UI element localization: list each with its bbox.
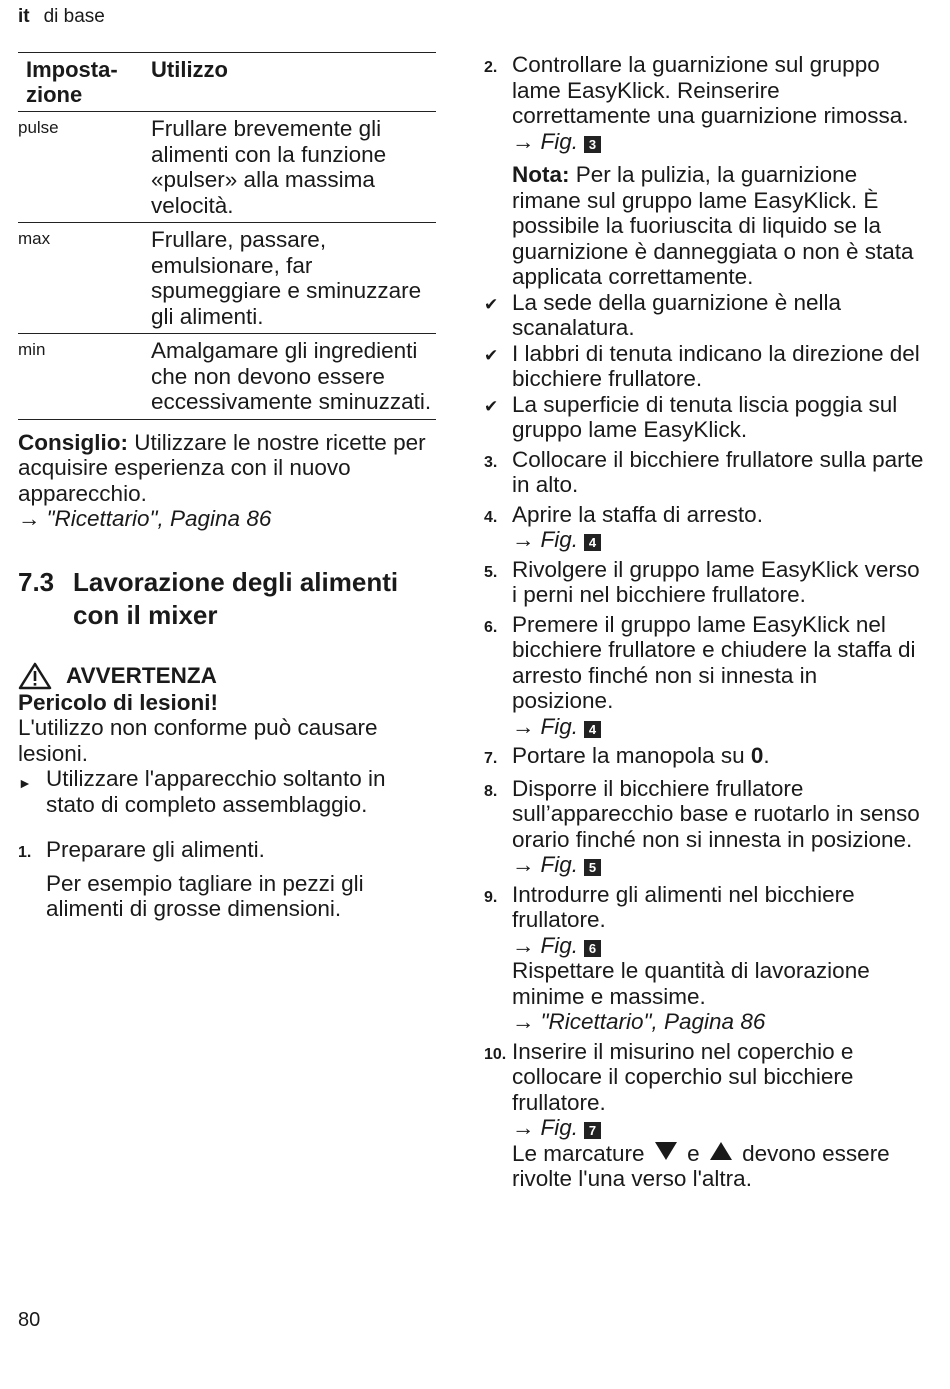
step-number: 6. (484, 618, 498, 636)
section-number: 7.3 (18, 566, 55, 597)
table-row (18, 223, 436, 334)
page-number: 80 (18, 1309, 41, 1331)
step-number: 9. (484, 888, 498, 906)
step-number: 2. (484, 59, 498, 76)
step-item (484, 557, 924, 608)
arrow-right-icon: → (512, 1009, 535, 1034)
step-item (484, 882, 924, 1035)
warning-bullet (18, 766, 436, 817)
tip-label: Consiglio: (18, 429, 128, 455)
step-item (484, 502, 924, 553)
step-extra: Rispettare le quantità di lavorazione minime e massime. (512, 958, 870, 1009)
step-number: 4. (484, 508, 498, 526)
warning-box (18, 662, 436, 818)
figure-label: Fig. (540, 527, 579, 552)
bullet-triangle-icon: ► (18, 775, 32, 791)
checkmark-icon: ✔ (484, 294, 499, 314)
step-number: 5. (484, 563, 498, 581)
warning-subtitle: Pericolo di lesioni! (18, 689, 219, 715)
step-number: 7. (484, 750, 498, 767)
checkmark-icon: ✔ (484, 396, 499, 416)
arrow-right-icon: → (512, 932, 535, 958)
warning-triangle-icon (18, 662, 52, 690)
step-extra: Per esempio tagliare in pezzi gli alimenti di grosse dimensioni. (46, 870, 364, 921)
step-text: Preparare gli alimenti. (46, 837, 265, 862)
right-column (484, 52, 924, 1192)
figure-label: Fig. (540, 932, 579, 958)
step-text: Portare la manopola su (512, 743, 751, 768)
step-text-end: . (763, 743, 770, 768)
step-item (18, 837, 436, 922)
setting-usage: Amalgamare gli ingredienti che non devono essere eccessivamente sminuzzati. (151, 338, 432, 414)
language-code: it (18, 6, 30, 27)
setting-usage: Frullare brevemente gli alimenti con la funzione «pulser» alla massima velocità. (151, 116, 387, 218)
step-text: Rivolgere il gruppo lame EasyKlick verso i perni nel bicchiere frullatore. (512, 556, 920, 607)
triangle-up-icon (710, 1142, 732, 1160)
setting-key: max (18, 229, 51, 248)
recipe-reference-text: "Ricettario", Pagina 86 (540, 1009, 766, 1034)
column-header-setting: Imposta- zione (26, 57, 118, 107)
figure-reference[interactable] (512, 1115, 924, 1141)
warning-bullet-text: Utilizzare l'apparecchio soltanto in stato di completo assemblaggio. (46, 766, 386, 817)
step-number: 3. (484, 453, 498, 471)
column-header-usage: Utilizzo (151, 57, 228, 82)
marking-text-2: e (680, 1140, 706, 1166)
warning-title (18, 662, 436, 690)
figure-reference[interactable] (512, 714, 924, 740)
marking-text-3: devono essere rivolte l'una verso l'altra. (512, 1140, 890, 1191)
figure-label: Fig. (540, 852, 579, 877)
step-item (484, 52, 924, 290)
figure-reference[interactable] (512, 527, 763, 553)
checkmark-icon: ✔ (484, 345, 499, 365)
arrow-right-icon: → (512, 1115, 535, 1140)
note-text: Per la pulizia, la guarnizione rimane sul gruppo lame EasyKlick. È possibile la fuoriuscita di liquido se la guarnizione è danneggiata o non è stata applicata correttamente. (512, 162, 914, 289)
figure-number-badge: 6 (584, 940, 601, 957)
step-text: Premere il gruppo lame EasyKlick nel bicchiere frullatore e chiudere la staffa di arresto finché non si innesta in posizione. (512, 611, 916, 713)
figure-reference[interactable] (512, 933, 924, 959)
setting-usage: Frullare, passare, emulsionare, far spumeggiare e sminuzzare gli alimenti. (151, 227, 422, 329)
step-item (484, 776, 924, 878)
table-row (18, 334, 436, 420)
figure-label: Fig. (540, 1115, 579, 1140)
figure-number-badge: 7 (584, 1122, 601, 1139)
step-text: Inserire il misurino nel coperchio e collocare il coperchio sul bicchiere frullatore. (512, 1038, 854, 1115)
check-text: La superficie di tenuta liscia poggia sul gruppo lame EasyKlick. (512, 391, 898, 442)
warning-label: AVVERTENZA (66, 662, 217, 688)
figure-number-badge: 3 (584, 136, 601, 153)
check-text: I labbri di tenuta indicano la direzione del bicchiere frullatore. (512, 340, 920, 391)
note-paragraph (512, 162, 924, 290)
step-text: Controllare la guarnizione sul gruppo lame EasyKlick. Reinserire correttamente una guarnizione rimossa. (512, 52, 909, 128)
step-number: 10. (484, 1045, 507, 1063)
step-text: Aprire la staffa di arresto. (512, 501, 763, 527)
warning-text: L'utilizzo non conforme può causare lesioni. (18, 715, 378, 766)
tip-text: Utilizzare le nostre ricette per acquisire esperienza con il nuovo apparecchio. (18, 429, 426, 506)
check-text: La sede della guarnizione è nella scanalatura. (512, 289, 841, 340)
arrow-right-icon: → (18, 506, 41, 531)
arrow-right-icon: → (512, 128, 535, 154)
recipe-reference-link[interactable] (512, 1009, 924, 1035)
figure-label: Fig. (540, 128, 579, 154)
left-column (18, 52, 436, 922)
section-title: Lavorazione degli alimenti con il mixer (73, 566, 399, 630)
recipe-reference-link[interactable] (18, 506, 436, 532)
step-text: Collocare il bicchiere frullatore sulla parte in alto. (512, 446, 924, 497)
settings-table (18, 52, 436, 420)
page-header (18, 6, 105, 28)
check-item (484, 341, 924, 392)
left-steps (18, 837, 436, 922)
step-text: Introdurre gli alimenti nel bicchiere frullatore. (512, 881, 855, 932)
marking-instruction (512, 1141, 924, 1192)
figure-number-badge: 4 (584, 534, 601, 551)
check-item (484, 392, 924, 443)
step-item (484, 612, 924, 740)
table-row (18, 112, 436, 223)
arrow-right-icon: → (512, 713, 535, 739)
check-item (484, 290, 924, 341)
figure-reference[interactable] (512, 129, 924, 155)
tip-paragraph (18, 430, 436, 532)
step-item (484, 1039, 924, 1192)
section-heading (18, 566, 436, 632)
step-item (484, 743, 924, 772)
arrow-right-icon: → (512, 527, 535, 552)
triangle-down-icon (655, 1142, 677, 1160)
step-number: 8. (484, 782, 498, 800)
arrow-right-icon: → (512, 852, 535, 877)
setting-key: pulse (18, 118, 59, 137)
knob-position: 0 (750, 743, 764, 768)
step-item (484, 447, 924, 498)
header-section: di base (43, 6, 105, 27)
figure-number-badge: 5 (584, 859, 601, 876)
step-number: 1. (18, 844, 32, 861)
figure-label: Fig. (540, 713, 579, 739)
note-label: Nota: (512, 162, 570, 187)
setting-key: min (18, 340, 46, 359)
figure-reference[interactable] (512, 852, 924, 878)
marking-text-1: Le marcature (512, 1140, 651, 1166)
figure-number-badge: 4 (584, 721, 601, 738)
table-header-row (18, 53, 436, 112)
step-text: Disporre il bicchiere frullatore sull’apparecchio base e ruotarlo in senso orario finché non si innesta in posizione. (512, 775, 920, 852)
recipe-reference-text: "Ricettario", Pagina 86 (46, 506, 272, 531)
